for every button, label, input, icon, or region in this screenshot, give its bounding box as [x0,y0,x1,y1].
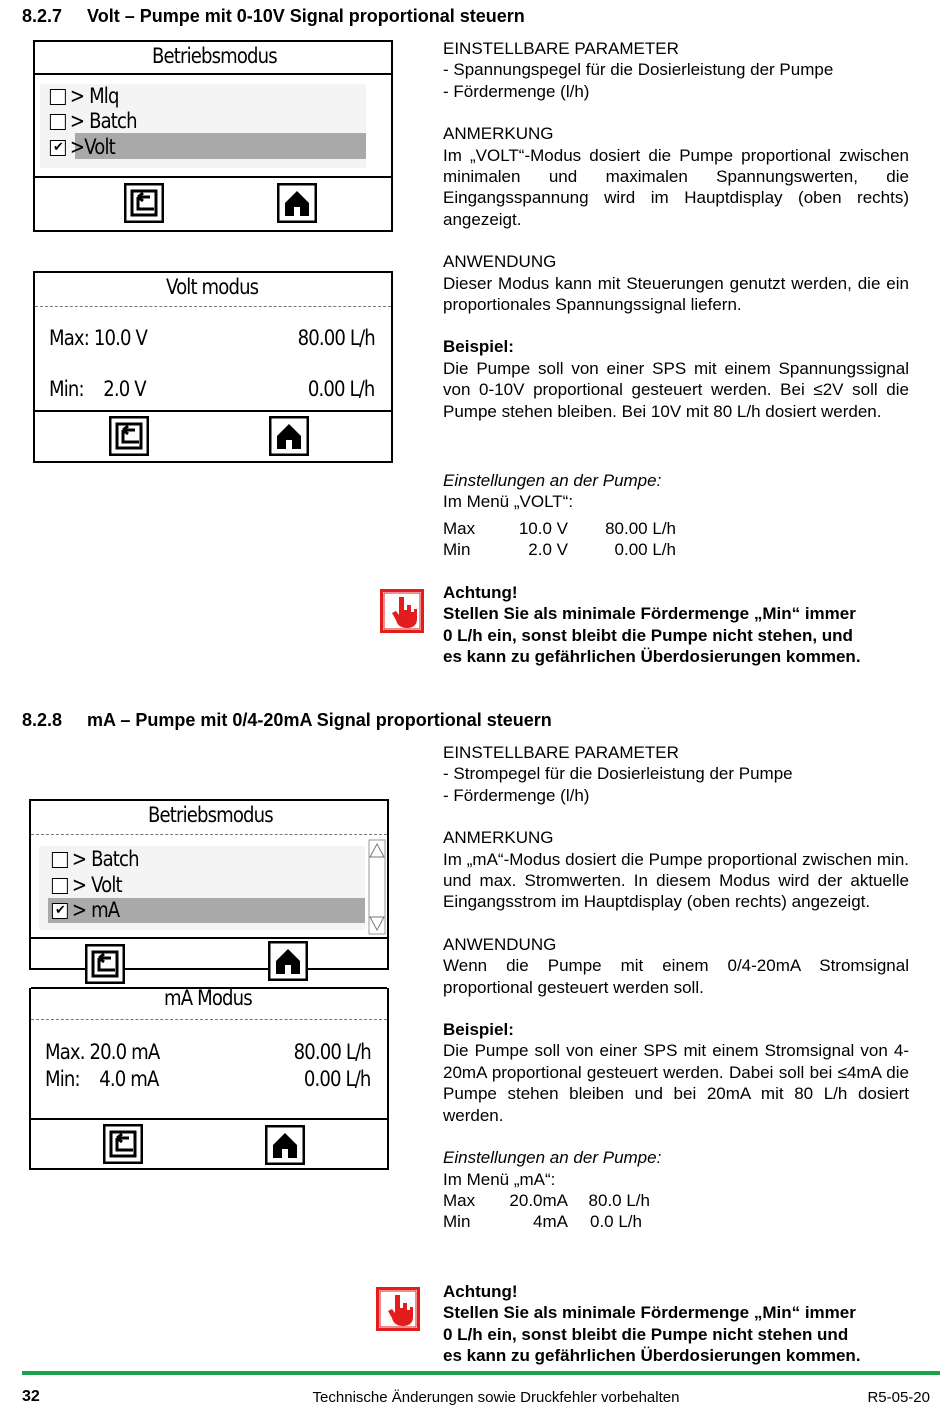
checkbox-icon[interactable]: ✔ [52,903,68,919]
settings-heading: Einstellungen an der Pumpe: [443,1148,662,1168]
menu-item-label: > Volt [71,873,122,897]
volt-description [443,38,909,422]
home-icon[interactable] [269,416,309,456]
warning-line: 0 L/h ein, sonst bleibt die Pumpe nicht stehen, und [443,625,853,645]
note-text: Im „mA“-Modus dosiert die Pumpe proportional zwischen min. und max. Stromwerten. In diesem Modus wird der aktuelle Eingangsstrom im Hauptdisplay (oben rechts) angezeigt. [443,849,909,912]
warning-hand-icon [376,1287,420,1331]
document-revision: R5-05-20 [867,1389,930,1406]
volt-settings [443,470,909,513]
warning-line: Stellen Sie als minimale Fördermenge „Min“ immer [443,604,856,624]
checkbox-icon[interactable]: ✔ [50,140,66,156]
footer-disclaimer: Technische Änderungen sowie Druckfehler vorbehalten [312,1389,680,1406]
params-line: - Fördermenge (l/h) [443,785,590,805]
screen-title: Volt modus [166,275,259,299]
back-icon[interactable] [103,1124,143,1164]
screen-title: Betriebsmodus [148,803,273,827]
params-line: - Spannungspegel für die Dosierleistung der Pumpe [443,60,834,80]
section-title-volt: 8.2.7 Volt – Pumpe mit 0-10V Signal proportional steuern [22,6,525,26]
example-heading: Beispiel: [443,337,514,357]
note-heading: ANMERKUNG [443,124,554,144]
home-icon[interactable] [265,1125,305,1165]
home-icon[interactable] [268,941,308,981]
params-line: - Strompegel für die Dosierleistung der Pumpe [443,764,793,784]
page-number: 32 [22,1388,40,1405]
selection-highlight [75,133,366,159]
application-text: Dieser Modus kann mit Steuerungen genutzt werden, die ein proportionales Spannungssignal liefern. [443,273,909,315]
max-setting-label[interactable]: Max: 10.0 V [49,326,148,350]
settings-row: Min 2.0 V 0.00 L/h [443,540,676,560]
note-heading: ANMERKUNG [443,828,554,848]
application-heading: ANWENDUNG [443,252,557,272]
min-flow-value[interactable]: 0.00 L/h [308,377,375,401]
ma-warning [443,1281,909,1367]
screen-title: Betriebsmodus [152,44,277,68]
min-setting-label[interactable]: Min: 2.0 V [49,377,146,401]
settings-row: Min 4mA 0.0 L/h [443,1212,642,1232]
menu-item-volt[interactable] [53,873,122,897]
settings-heading: Einstellungen an der Pumpe: [443,471,662,490]
back-icon[interactable] [124,183,164,223]
lcd-screen-ma-modus [29,988,389,1170]
menu-item-label: > Batch [71,847,139,871]
application-heading: ANWENDUNG [443,934,557,954]
warning-line: 0 L/h ein, sonst bleibt die Pumpe nicht stehen und [443,1324,849,1344]
menu-item-label: > Mlq [69,84,119,108]
lcd-screen-betriebsmodus [33,40,393,232]
section-title-ma: 8.2.8 mA – Pumpe mit 0/4-20mA Signal proportional steuern [22,710,552,730]
params-heading: EINSTELLBARE PARAMETER [443,39,679,58]
menu-item-volt[interactable] [51,135,115,159]
warning-line: Stellen Sie als minimale Fördermenge „Min“ immer [443,1303,856,1323]
warning-hand-icon [380,589,424,633]
lcd-screen-volt-modus [33,271,393,463]
menu-item-label: > Batch [69,109,137,133]
max-flow-value[interactable]: 80.00 L/h [293,1040,371,1064]
menu-item-ma[interactable] [53,898,119,922]
footer-divider [22,1371,940,1375]
warning-title: Achtung! [443,583,518,602]
example-text: Die Pumpe soll von einer SPS mit einem Stromsignal von 4-20mA proportional gesteuert werden. Dabei soll bei ≤4mA die Pumpe stehen bleiben und bei 20mA mit 80 L/h dosiert werden. [443,1041,909,1125]
checkbox-icon[interactable] [52,878,68,894]
menu-item-label: >Volt [69,135,115,159]
example-heading: Beispiel: [443,1020,514,1040]
lcd-screen-betriebsmodus-ma [29,799,389,970]
settings-row: Max 10.0 V 80.00 L/h [443,519,676,538]
back-icon[interactable] [85,944,125,984]
params-heading: EINSTELLBARE PARAMETER [443,743,679,762]
example-text: Die Pumpe soll von einer SPS mit einem Spannungssignal von 0-10V proportional gesteuert werden. Bei ≤2V soll die Pumpe stehen bleiben. Bei 10V mit 80 L/h dosiert werden. [443,358,909,421]
checkbox-icon[interactable] [50,114,66,130]
menu-item-label: > mA [71,898,120,922]
ma-description [443,742,909,1233]
warning-line: es kann zu gefährlichen Überdosierungen kommen. [443,647,861,667]
application-text: Wenn die Pumpe mit einem 0/4-20mA Stromsignal proportional gesteuert werden soll. [443,956,909,997]
max-setting-label[interactable]: Max. 20.0 mA [45,1040,160,1064]
scrollbar[interactable] [368,839,386,935]
min-flow-value[interactable]: 0.00 L/h [304,1067,371,1091]
menu-item-batch[interactable] [51,109,137,133]
back-icon[interactable] [109,416,149,456]
warning-title: Achtung! [443,1282,518,1301]
screen-title: mA Modus [164,986,252,1010]
menu-item-mlq[interactable] [51,84,119,108]
max-flow-value[interactable]: 80.00 L/h [297,326,375,350]
warning-line: es kann zu gefährlichen Überdosierungen kommen. [443,1346,861,1366]
settings-menu: Im Menü „mA“: [443,1169,556,1189]
min-setting-label[interactable]: Min: 4.0 mA [45,1067,159,1091]
menu-item-batch[interactable] [53,847,139,871]
home-icon[interactable] [277,183,317,223]
params-line: - Fördermenge (l/h) [443,81,590,101]
checkbox-icon[interactable] [52,852,68,868]
settings-table [443,518,743,561]
checkbox-icon[interactable] [50,89,66,105]
note-text: Im „VOLT“-Modus dosiert die Pumpe proportional zwischen minimalen und maximalen Spannungswerten, die Eingangsspannung wird im Hauptdisplay (oben rechts) angezeigt. [443,145,909,229]
settings-row: Max 20.0mA 80.0 L/h [443,1190,650,1210]
volt-warning [443,582,909,668]
settings-menu: Im Menü „VOLT“: [443,492,574,512]
